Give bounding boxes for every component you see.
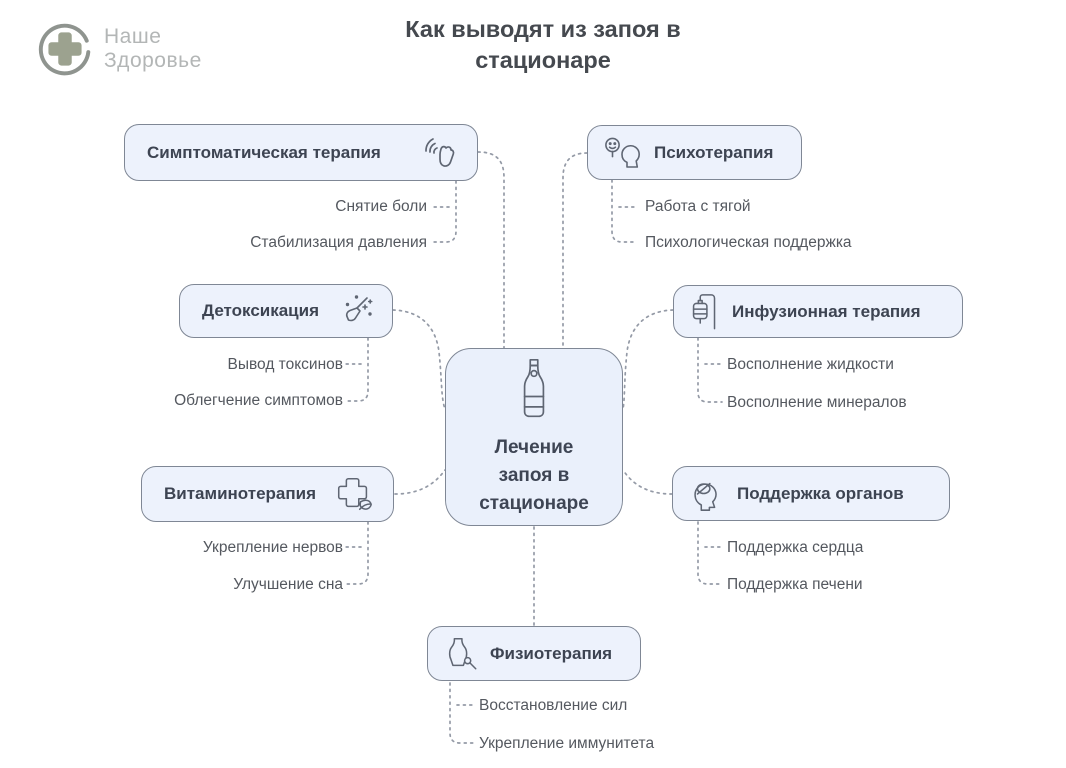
branch-label-symptomatic-therapy: Симптоматическая терапия — [147, 142, 381, 162]
sub-item-toxin-removal: Вывод токсинов — [227, 356, 343, 373]
connector-organs-items — [698, 522, 722, 584]
logo-word-1: Наше — [104, 25, 162, 48]
connector-vitamin-center — [395, 470, 445, 494]
logo-wordmark — [104, 25, 202, 73]
page-title — [278, 14, 808, 76]
connector-detox-center — [393, 310, 445, 409]
logo — [36, 20, 202, 78]
connector-infusion-items — [698, 338, 722, 402]
psychotherapy-face-head-icon — [602, 134, 644, 172]
body-massage-icon — [442, 634, 480, 674]
sub-item-psych-support: Психологическая поддержка — [645, 234, 852, 251]
connector-infusion-center — [623, 310, 673, 409]
connector-vitamin-items — [347, 522, 368, 584]
page-title-line2: стационаре — [475, 47, 611, 73]
connector-psychotherapy-center — [563, 153, 587, 348]
connector-symptomatic-center — [478, 152, 504, 348]
connector-symptomatic-items — [432, 181, 456, 242]
medical-cross-circle-icon — [36, 20, 94, 78]
broom-sparkles-icon — [334, 291, 374, 331]
sub-item-craving-work: Работа с тягой — [645, 198, 751, 215]
branch-box-psychotherapy — [587, 125, 802, 180]
pain-relief-hand-icon — [419, 133, 459, 173]
logo-word-2: Здоровье — [104, 49, 202, 72]
sub-item-strength-recovery: Восстановление сил — [479, 697, 628, 714]
branch-box-symptomatic-therapy — [124, 124, 478, 181]
branch-label-infusion-therapy: Инфузионная терапия — [732, 301, 921, 321]
sub-item-sleep-improvement: Улучшение сна — [233, 576, 343, 593]
central-node-label: Лечение запоя в стационаре — [479, 436, 589, 514]
connector-psychotherapy-items — [612, 180, 637, 242]
iv-drip-icon — [688, 292, 722, 332]
head-brain-icon — [687, 474, 727, 514]
vitamin-cross-leaf-icon — [333, 473, 375, 515]
sub-item-liver-support: Поддержка печени — [727, 576, 863, 593]
sub-item-mineral-replenishment: Восполнение минералов — [727, 394, 907, 411]
branch-box-physiotherapy — [427, 626, 641, 681]
branch-label-physiotherapy: Физиотерапия — [490, 643, 613, 663]
branch-label-vitamin-therapy: Витаминотерапия — [164, 484, 317, 503]
page-title-line1: Как выводят из запоя в — [405, 16, 681, 42]
connector-detox-items — [347, 338, 368, 401]
sub-item-pressure-stabilization: Стабилизация давления — [250, 234, 427, 251]
connector-physio-items — [450, 683, 474, 743]
branch-box-vitamin-therapy — [141, 466, 394, 522]
branch-box-infusion-therapy — [673, 285, 963, 338]
sub-item-immunity-strengthening: Укрепление иммунитета — [479, 735, 655, 752]
branch-box-detox — [179, 284, 393, 338]
branch-label-psychotherapy: Психотерапия — [654, 142, 774, 162]
sub-item-pain-relief: Снятие боли — [335, 198, 427, 215]
central-node — [445, 348, 623, 526]
sub-item-nerve-strengthening: Укрепление нервов — [202, 539, 343, 556]
branch-label-organ-support: Поддержка органов — [737, 483, 904, 503]
sub-item-fluid-replenishment: Восполнение жидкости — [727, 356, 894, 373]
sub-item-heart-support: Поддержка сердца — [727, 539, 864, 556]
sub-item-symptom-relief: Облегчение симптомов — [174, 392, 343, 409]
branch-label-detox: Детоксикация — [202, 301, 320, 320]
branch-box-organ-support — [672, 466, 950, 521]
bottle-icon — [515, 357, 553, 426]
connector-organs-center — [623, 470, 672, 494]
